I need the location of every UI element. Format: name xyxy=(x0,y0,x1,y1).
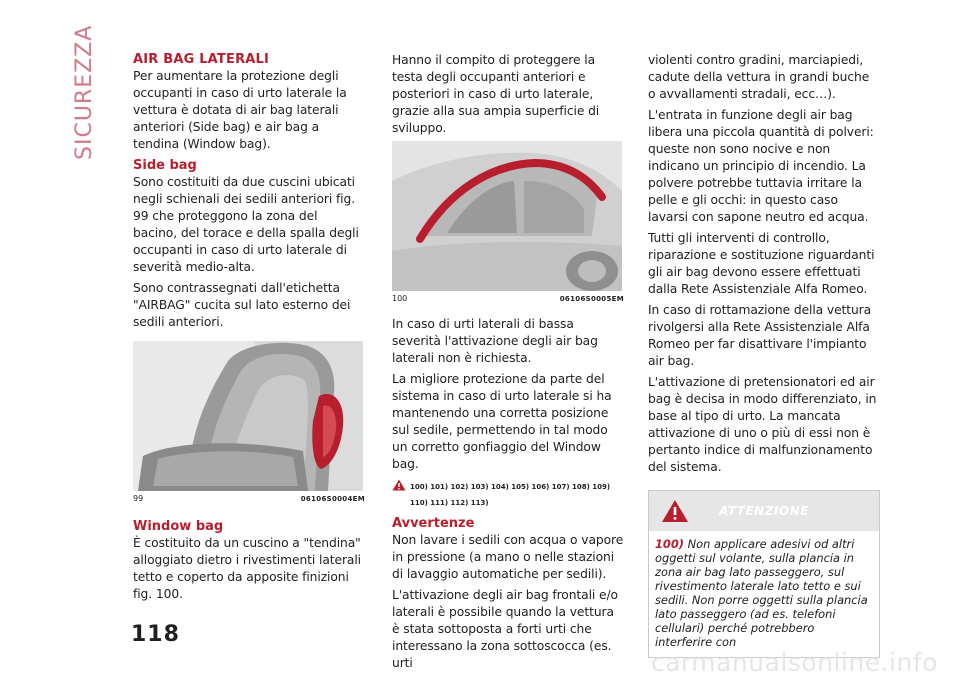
attention-box xyxy=(648,490,880,658)
warning-triangle-icon xyxy=(661,499,689,523)
paragraph-col3-1: violenti contro gradini, marciapiedi, cadute della vettura in grandi buche o avvallamenti stradali, ecc…). xyxy=(648,53,870,101)
attention-body xyxy=(649,531,879,657)
figure-100-caption xyxy=(392,294,624,304)
page-number: 118 xyxy=(131,622,180,647)
watermark: carmanualsonline.info xyxy=(650,648,938,677)
figure-99-caption xyxy=(133,494,365,504)
figure-99-code: 06106S0004EM xyxy=(300,495,365,503)
section-side-title: SICUREZZA xyxy=(72,24,97,160)
heading-side-bag: Side bag xyxy=(133,158,197,173)
car-window-bag-illustration-icon xyxy=(392,141,622,291)
column-2 xyxy=(392,52,624,676)
figure-99-number: 99 xyxy=(133,494,144,503)
paragraph-col3-5: L'attivazione di pretensionatori ed air bag è decisa in modo differenziato, in base al tipo di urto. La mancata attivazione di uno o più di essi non è pertanto indice di malfunzionamento del sistema. xyxy=(648,375,877,474)
attention-number: 100) xyxy=(655,537,684,551)
paragraph-col2-2: In caso di urti laterali di bassa severità l'attivazione degli air bag laterali non è richiesta. xyxy=(392,317,598,365)
warning-triangle-icon xyxy=(392,479,406,491)
heading-air-bag-laterali: AIR BAG LATERALI xyxy=(133,52,270,67)
figure-100-car xyxy=(392,141,622,291)
figure-100-number: 100 xyxy=(392,294,408,303)
paragraph-col3-2: L'entrata in funzione degli air bag libera una piccola quantità di polveri: queste non sono nocive e non indicano un principio di incendio. La polvere potrebbe tuttavia irritare la pelle e gli occhi: in questo caso lavarsi con sapone neutro ed acqua. xyxy=(648,108,874,224)
paragraph-col3-3: Tutti gli interventi di controllo, riparazione e sostituzione riguardanti gli air bag devono essere effettuati dalla Rete Assistenziale Alfa Romeo. xyxy=(648,231,875,296)
paragraph-col2-4: Non lavare i sedili con acqua o vapore in pressione (a mano o nelle stazioni di lavaggio automatiche per sedili). xyxy=(392,533,624,581)
paragraph-side-bag-2: Sono contrassegnati dall'etichetta "AIRBAG" cucita sul lato esterno dei sedili anteriori. xyxy=(133,281,351,329)
figure-100-code: 06106S0005EM xyxy=(559,295,624,303)
warning-references xyxy=(392,479,624,511)
paragraph-col2-3: La migliore protezione da parte del sistema in caso di urto laterale si ha mantenendo una corretta posizione sul sedile, permettendo in tal modo un corretto gonfiaggio del Window bag. xyxy=(392,372,612,471)
figure-99-seat xyxy=(133,341,363,491)
paragraph-col2-5: L'attivazione degli air bag frontali e/o laterali è possibile quando la vettura è stata sottoposta a forti urti che interessano la zona sottoscocca (es. urti xyxy=(392,588,618,670)
attention-header xyxy=(649,491,879,531)
heading-window-bag: Window bag xyxy=(133,519,224,534)
heading-avvertenze: Avvertenze xyxy=(392,516,475,531)
attention-text: Non applicare adesivi od altri oggetti sul volante, sulla plancia in zona air bag lato passeggero, sul rivestimento laterale lato tetto e sui sedili. Non porre oggetti sulla plancia lato passeggero (ad es. telefoni cellulari) perché potrebbero interferire con xyxy=(655,537,868,649)
paragraph-col2-1: Hanno il compito di proteggere la testa degli occupanti anteriori e posteriori in caso di urto laterale, grazie alla sua ampia superficie di sviluppo. xyxy=(392,53,600,135)
column-3 xyxy=(648,52,880,658)
paragraph-col3-4: In caso di rottamazione della vettura rivolgersi alla Rete Assistenziale Alfa Romeo per far disattivare l'impianto air bag. xyxy=(648,303,872,368)
warning-reference-list: 100) 101) 102) 103) 104) 105) 106) 107) 108) 109) 110) 111) 112) 113) xyxy=(410,483,611,507)
paragraph-window-bag-1: È costituito da un cuscino a "tendina" alloggiato dietro i rivestimenti laterali tetto e coperto da apposite finizioni fig. 100. xyxy=(133,536,361,601)
column-1 xyxy=(133,52,365,607)
paragraph-intro: Per aumentare la protezione degli occupanti in caso di urto laterale la vettura è dotata di air bag laterali anteriori (Side bag) e air bag a tendina (Window bag). xyxy=(133,69,347,151)
seat-illustration-icon xyxy=(133,341,363,491)
paragraph-side-bag-1: Sono costituiti da due cuscini ubicati negli schienali dei sedili anteriori fig. 99 che proteggono la zona del bacino, del torace e della spalla degli occupanti in caso di urto laterale di severità medio-alta. xyxy=(133,175,359,274)
attention-title: ATTENZIONE xyxy=(719,504,809,518)
